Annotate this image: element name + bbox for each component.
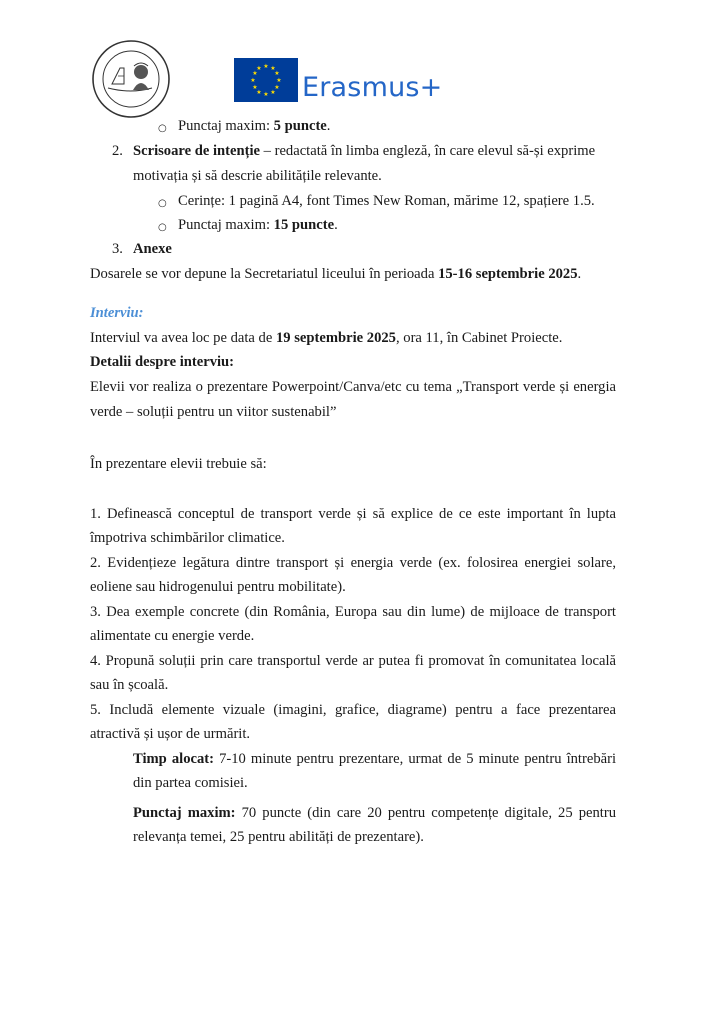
- list-number: 3.: [112, 241, 123, 257]
- max-score-line2: relevanța temei, 25 pentru abilități de prezentare).: [133, 829, 424, 845]
- interview-heading: Interviu:: [90, 305, 144, 321]
- svg-text:★: ★: [263, 91, 269, 98]
- school-seal-logo: [90, 38, 172, 120]
- erasmus-plus-logo: Erasmus+: [302, 72, 443, 103]
- time-allocated-line1: Timp alocat: 7-10 minute pentru prezentare, urmat de 5 minute pentru întrebări: [133, 751, 617, 767]
- letter-of-intent-line2: motivația și să descrie abilitățile relevante.: [133, 168, 382, 184]
- bullet-circle-icon: ○: [158, 198, 167, 209]
- presentation-intro: În prezentare elevii trebuie să:: [90, 456, 267, 472]
- svg-text:★: ★: [274, 84, 280, 91]
- annexes-title: Anexe: [133, 241, 172, 257]
- submission-line: Dosarele se vor depune la Secretariatul liceului în perioada 15-16 septembrie 2025.: [90, 266, 582, 282]
- svg-text:★: ★: [270, 89, 276, 96]
- svg-text:★: ★: [256, 89, 262, 96]
- requirement-3-line2: alimentate cu energie verde.: [90, 628, 255, 644]
- requirement-5-line2: atractivă și ușor de urmărit.: [90, 726, 251, 742]
- requirement-2-line1: 2. Evidențieze legătura dintre transport și energia verde (ex. folosirea energiei solare,: [90, 555, 616, 571]
- requirement-4-line1: 4. Propună soluții prin care transportul verde ar putea fi promovat în comunitatea locală: [90, 653, 616, 669]
- topic-line2: verde – soluții pentru un viitor sustenabil”: [90, 404, 337, 420]
- svg-text:★: ★: [252, 70, 258, 77]
- svg-text:★: ★: [274, 70, 280, 77]
- interview-details-heading: Detalii despre interviu:: [90, 354, 235, 370]
- requirement-1-line1: 1. Definească conceptul de transport verde și să explice de ce este important în lupta: [90, 506, 616, 522]
- svg-text:★: ★: [250, 77, 256, 84]
- max-score-line1: Punctaj maxim: 70 puncte (din care 20 pentru competențe digitale, 25 pentru: [133, 805, 616, 821]
- time-allocated-line2: din partea comisiei.: [133, 775, 248, 791]
- svg-text:★: ★: [276, 77, 282, 84]
- requirement-2-line2: eoliene sau hidrogenului pentru mobilitate).: [90, 579, 346, 595]
- topic-line1: Elevii vor realiza o prezentare Powerpoint/Canva/etc cu tema „Transport verde și energia: [90, 379, 616, 395]
- interview-date-line: Interviul va avea loc pe data de 19 septembrie 2025, ora 11, în Cabinet Proiecte.: [90, 330, 563, 346]
- svg-text:★: ★: [252, 84, 258, 91]
- requirement-1-line2: împotriva schimbărilor climatice.: [90, 530, 285, 546]
- svg-text:★: ★: [256, 65, 262, 72]
- requirement-5-line1: 5. Includă elemente vizuale (imagini, grafice, diagrame) pentru a face prezentarea: [90, 702, 616, 718]
- svg-text:★: ★: [263, 63, 269, 70]
- bullet-circle-icon: ○: [158, 222, 167, 233]
- list-number: 2.: [112, 143, 123, 159]
- letter-of-intent-line1: Scrisoare de intenție – redactată în limba engleză, în care elevul să-și exprime: [133, 143, 596, 159]
- bullet-circle-icon: ○: [158, 123, 167, 134]
- score-item1: Punctaj maxim: 5 puncte.: [178, 118, 331, 134]
- requirement-3-line1: 3. Dea exemple concrete (din România, Europa sau din lume) de mijloace de transport: [90, 604, 616, 620]
- svg-text:★: ★: [270, 65, 276, 72]
- requirement-4-line2: sau în școală.: [90, 677, 169, 693]
- score-item2: Punctaj maxim: 15 puncte.: [178, 217, 338, 233]
- requirements-bullet: Cerințe: 1 pagină A4, font Times New Roman, mărime 12, spațiere 1.5.: [178, 193, 595, 209]
- eu-flag-logo: [234, 58, 298, 102]
